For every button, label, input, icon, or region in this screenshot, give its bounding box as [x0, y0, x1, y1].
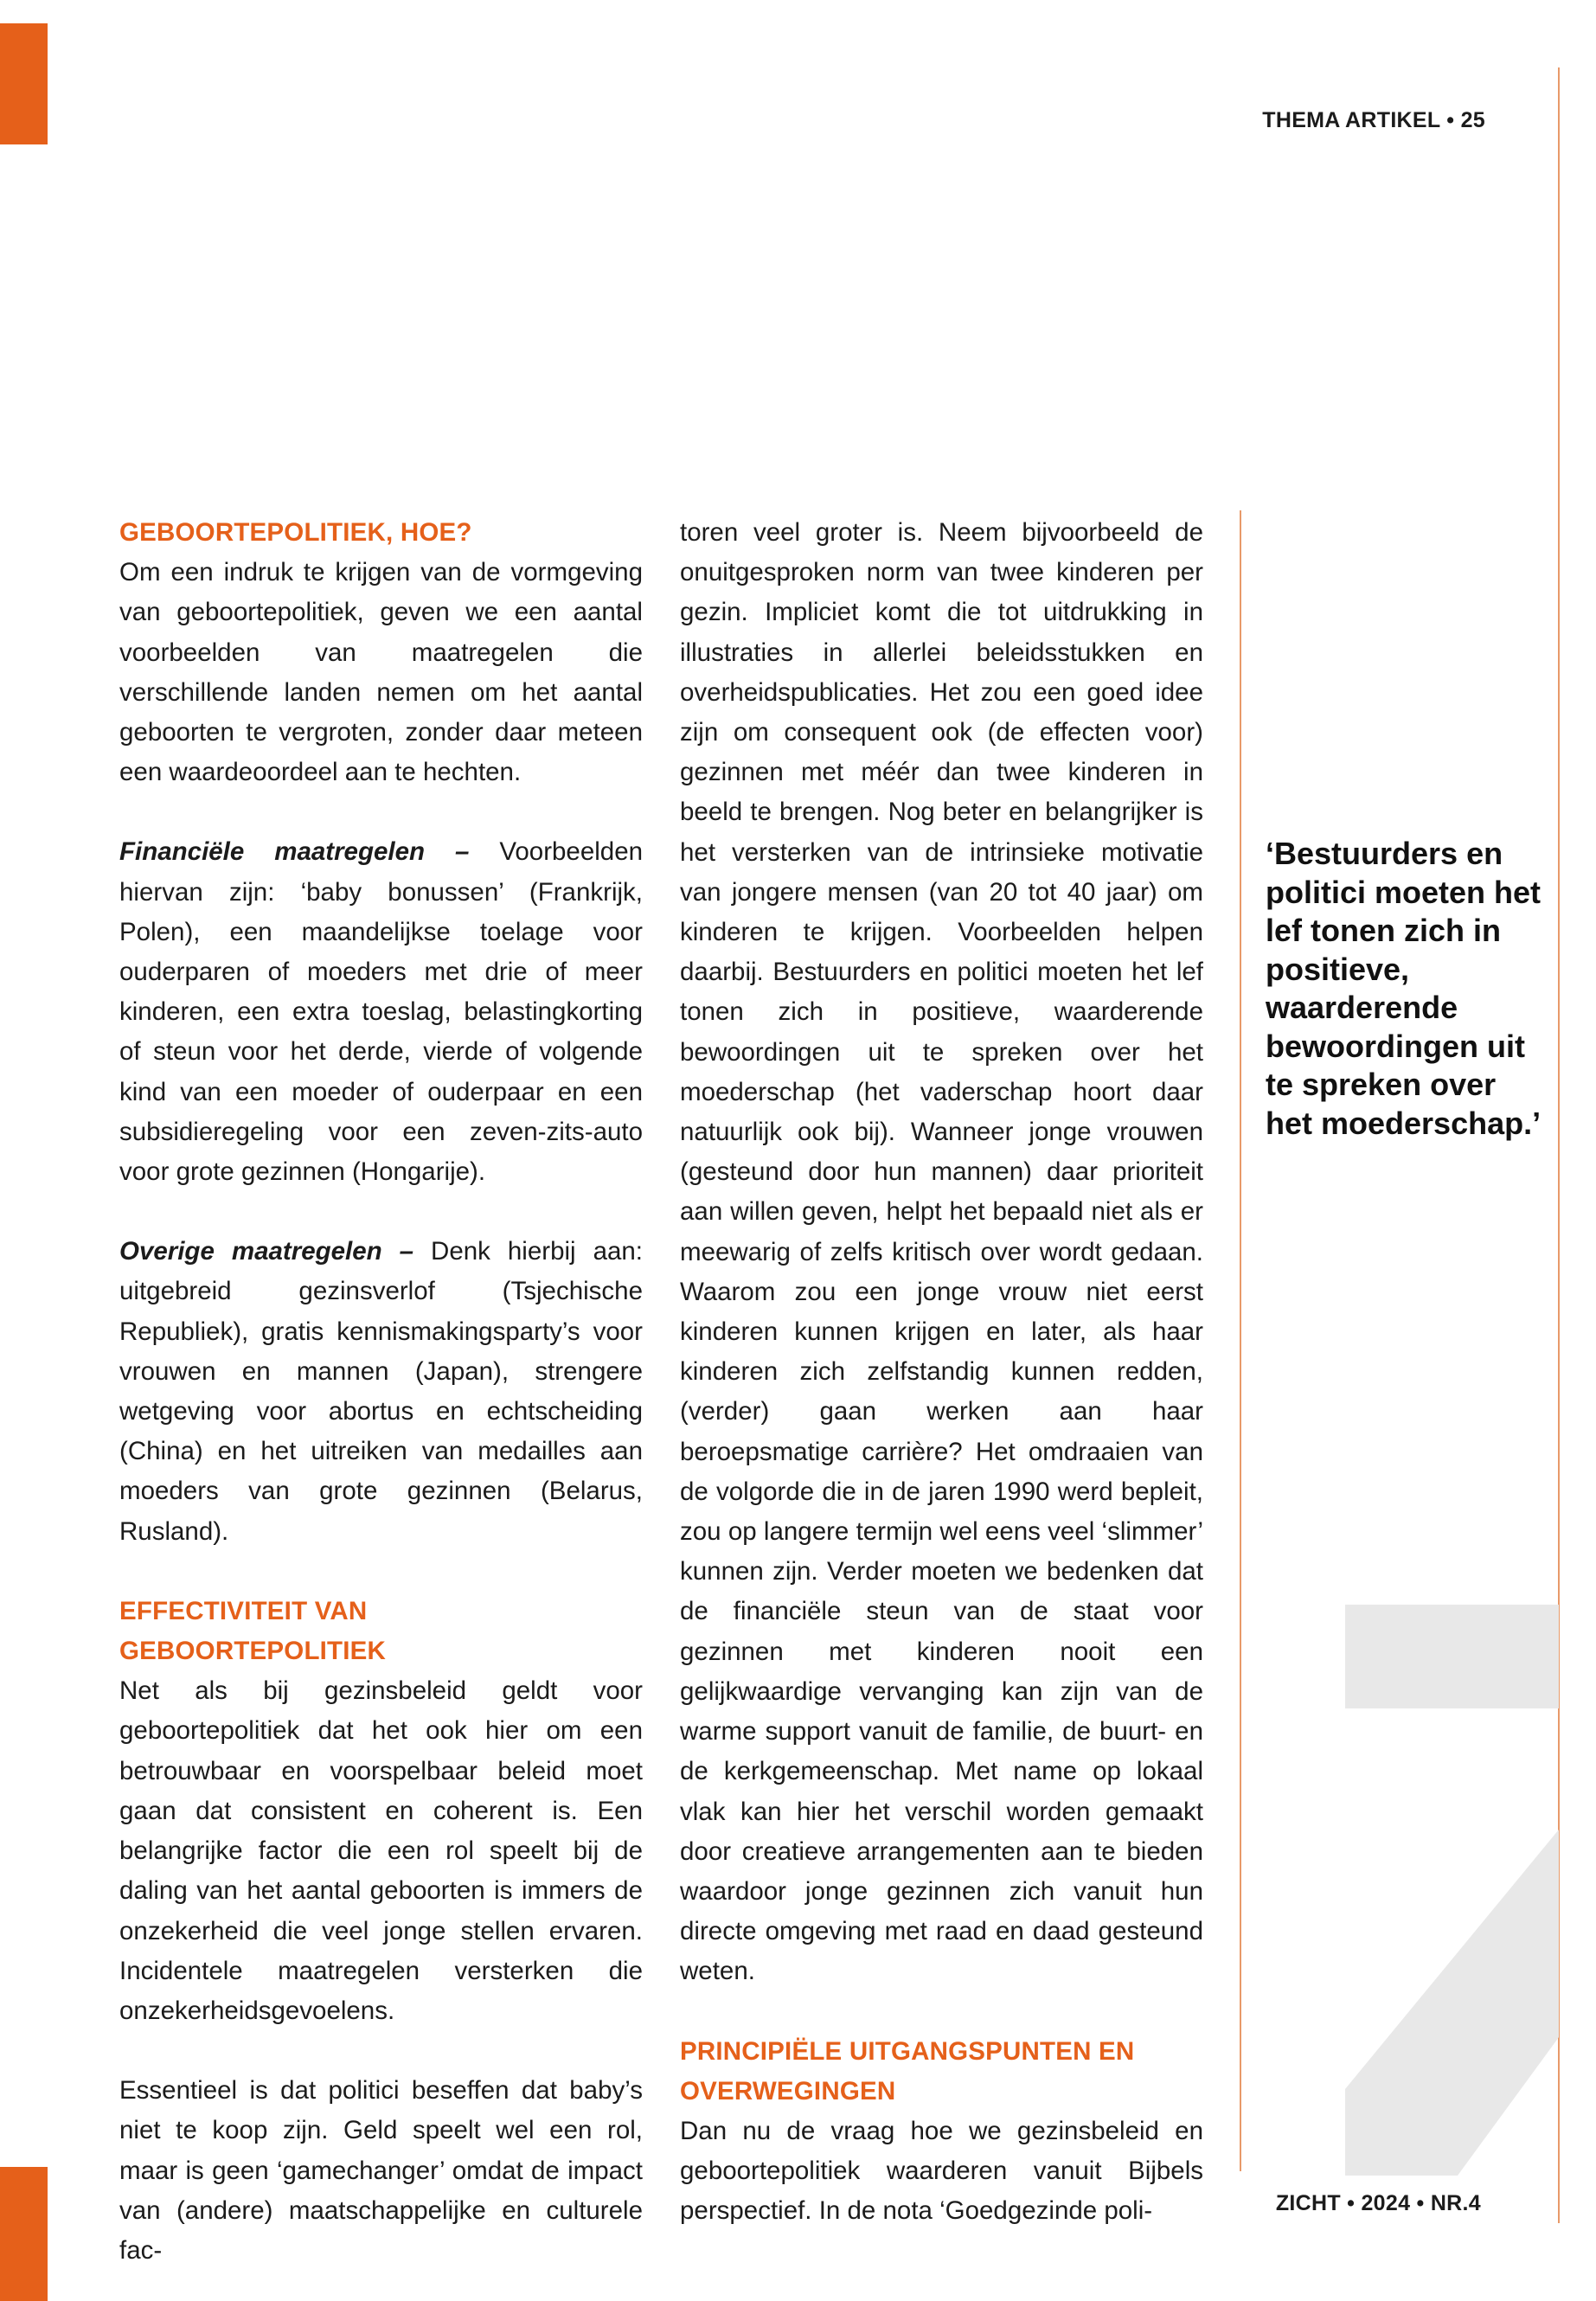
heading-principiele-uitgangspunten — [680, 2032, 1203, 2112]
z-shape-graphic — [1345, 1605, 1559, 2176]
heading-effectiviteit-line2: GEBOORTEPOLITIEK — [119, 1637, 387, 1666]
heading-effectiviteit — [119, 1592, 643, 1671]
heading-geboortepolitiek-hoe: GEBOORTEPOLITIEK, HOE? — [119, 518, 472, 547]
text-financial-measures: Voorbeelden hiervan zijn: ‘baby bonussen’ (Frankrijk, Polen), een maandelijkse toelage voor ouderparen of moeders met drie of meer kinderen, een extra toeslag, belastingkorting of steun voor het derde, vierde of volgende kind van een moeder of ouderpaar en een subsidieregeling voor een zeven-zits-auto voor grote gezinnen (Hongarije). — [119, 837, 644, 1187]
paragraph-continued: toren veel groter is. Neem bijvoorbeeld de onuitgesproken norm van twee kinderen per gezin. Impliciet komt die tot uitdrukking in illustraties in allerlei beleidsstukken en overheidspublicaties. Het zou een goed idee zijn om consequent ook (de effecten voor) gezinnen met méér dan twee kinderen in beeld te brengen. Nog beter en belangrijker is het versterken van de intrinsieke motivatie van jongere mensen (van 20 tot 40 jaar) om kinderen te krijgen. Voorbeelden helpen daarbij. Bestuurders en politici moeten het lef tonen zich in positieve, waarderende bewoordingen uit te spreken over het moederschap (het vaderschap hoort daar natuurlijk ook bij). Wanneer jonge vrouwen (gesteund door hun mannen) daar prioriteit aan willen geven, helpt het bepaald niet als er meewarig of zelfs kritisch over wordt gedaan. Waarom zou een jonge vrouw niet eerst kinderen kunnen krijgen en later, als haar kinderen zich zelfstandig kunnen redden, (verder) gaan werken aan haar beroepsmatige carrière? Het omdraaien van de volgorde die in de jaren 1990 werd bepleit, zou op langere termijn wel eens veel ‘slimmer’ kunnen zijn. Verder moeten we bedenken dat de financiële steun van de staat voor gezinnen met kinderen nooit een gelijkwaardige vervanging kan zijn van de warme support vanuit de familie, de buurt- en de kerkgemeenschap. Met name op lokaal vlak kan hier het verschil worden gemaakt door creatieve arrangementen aan te bieden waardoor jonge gezinnen zich vanuit hun directe omgeving met raad en daad gesteund weten. — [680, 518, 1203, 1986]
heading-principiele-line1: PRINCIPIËLE UITGANGSPUNTEN EN — [680, 2036, 1135, 2066]
z-shape-diagonal — [1345, 1830, 1559, 2176]
running-footer: ZICHT • 2024 • NR.4 — [1275, 2191, 1481, 2215]
left-column — [119, 513, 643, 2271]
middle-column — [680, 513, 1203, 2232]
pull-quote: ‘Bestuurders en politici moeten het lef tonen zich in positieve, waarderende bewoordingen uit te spreken over het moederschap.’ — [1266, 836, 1542, 1141]
paragraph-bijbels-perspectief: Dan nu de vraag hoe we gezinsbeleid en geboortepolitiek waarderen vanuit Bijbels perspectief. In de nota ‘Goedgezinde poli- — [680, 2116, 1203, 2226]
paragraph-intro: Om een indruk te krijgen van de vormgeving van geboortepolitiek, geven we een aantal voorbeelden van maatregelen die verschillende landen nemen om het aantal geboorten te vergroten, zonder daar meteen een waardeoordeel aan te hechten. — [119, 558, 643, 787]
page-number: 25 — [1460, 108, 1485, 132]
paragraph-other-measures — [119, 1232, 643, 1552]
heading-effectiviteit-line1: EFFECTIVITEIT VAN — [119, 1596, 368, 1625]
accent-bar-bottom — [0, 2167, 48, 2301]
running-header — [1262, 108, 1485, 133]
lead-other-measures: Overige maatregelen – — [119, 1237, 414, 1266]
accent-bar-top — [0, 23, 48, 144]
paragraph-financial-measures — [119, 832, 643, 1192]
header-separator: • — [1446, 108, 1455, 132]
decorative-z-shape — [1345, 1605, 1559, 2176]
paragraph-essentieel: Essentieel is dat politici beseffen dat baby’s niet te koop zijn. Geld speelt wel een rol, maar is geen ‘gamechanger’ omdat de impact van (andere) maatschappelijke en culturele fac- — [119, 2076, 643, 2265]
section-label: THEMA ARTIKEL — [1262, 108, 1441, 132]
column-rule — [1240, 510, 1241, 2171]
text-other-measures: Denk hierbij aan: uitgebreid gezinsverlof (Tsjechische Republiek), gratis kennismakingsparty’s voor vrouwen en mannen (Japan), strengere wetgeving voor abortus en echtscheiding (China) en het uitreiken van medailles aan moeders van grote gezinnen (Belarus, Rusland). — [119, 1237, 643, 1546]
z-shape-top-band — [1345, 1605, 1559, 1708]
heading-principiele-line2: OVERWEGINGEN — [680, 2076, 896, 2106]
paragraph-effectiviteit: Net als bij gezinsbeleid geldt voor geboortepolitiek dat het ook hier om een betrouwbaar en voorspelbaar beleid moet gaan dat consistent en coherent is. Een belangrijke factor die een rol speelt bij de daling van het aantal geboorten is immers de onzekerheid die veel jonge stellen ervaren. Incidentele maatregelen versterken die onzekerheidsgevoelens. — [119, 1676, 643, 2025]
lead-financial-measures: Financiële maatregelen – — [119, 837, 470, 867]
